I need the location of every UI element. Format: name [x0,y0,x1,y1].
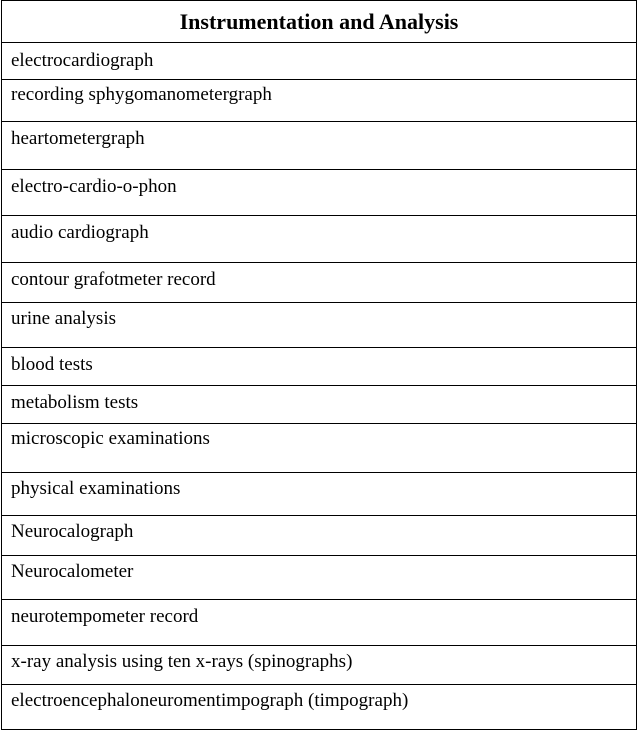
table-row [2,646,637,685]
table-header-row [2,1,637,43]
table-row [2,43,637,80]
table-row [2,170,637,216]
table-cell: x-ray analysis using ten x-rays (spinographs) [2,646,637,685]
table-header: Instrumentation and Analysis [2,1,637,43]
table-cell: microscopic examinations [2,424,637,473]
table-cell: recording sphygomanometergraph [2,80,637,122]
table-cell: urine analysis [2,303,637,348]
table-row [2,600,637,646]
table-row [2,473,637,516]
table-row [2,556,637,600]
table-row [2,516,637,556]
instrumentation-table-container [1,0,637,730]
table-row [2,348,637,386]
table-cell: heartometergraph [2,122,637,170]
table-cell: neurotempometer record [2,600,637,646]
table-row [2,122,637,170]
table-cell: audio cardiograph [2,216,637,263]
table-cell: Neurocalometer [2,556,637,600]
table-row [2,424,637,473]
table-cell: contour grafotmeter record [2,263,637,303]
table-row [2,80,637,122]
table-cell: electroencephaloneuromentimpograph (timpograph) [2,685,637,730]
table-row [2,263,637,303]
instrumentation-table [1,0,637,730]
table-row [2,303,637,348]
table-cell: electro-cardio-o-phon [2,170,637,216]
table-row [2,685,637,730]
table-cell: physical examinations [2,473,637,516]
table-cell: metabolism tests [2,386,637,424]
table-cell: blood tests [2,348,637,386]
table-cell: Neurocalograph [2,516,637,556]
table-cell: electrocardiograph [2,43,637,80]
table-row [2,216,637,263]
table-row [2,386,637,424]
